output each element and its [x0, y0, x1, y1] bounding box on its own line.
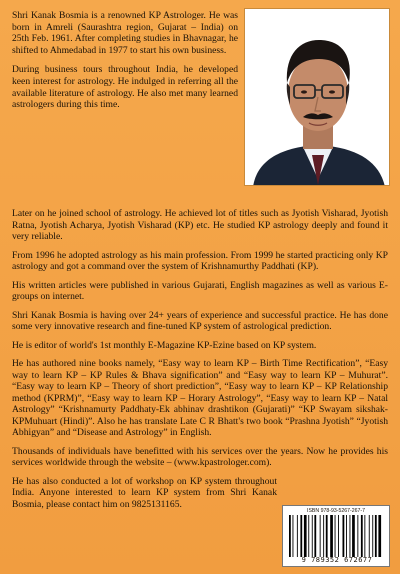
bio-paragraph-1: Later on he joined school of astrology. He achieved lot of titles such as Jyotish Visharad, Jyotish Ratna, Jyotish Acharya, Jyotish Visharad (KP) etc. He studied KP astrology deeply and found it very reliable.	[12, 208, 388, 242]
bio-paragraph-8: He has also conducted a lot of workshop on KP system throughout India. Anyone interested to learn KP system from Shri Kanak Bosmia, please contact him on 9825131165.	[12, 475, 277, 510]
bio-paragraph-4: Shri Kanak Bosmia is having over 24+ years of experience and successful practice. He has done some very innovative research and fine-tuned KP system of astrological prediction.	[12, 309, 388, 332]
bio-paragraph-7: Thousands of individuals have benefitted with his services over the years. Now he provides his services worldwide through the website – (www.kpastrologer.com).	[12, 445, 388, 468]
intro-paragraph-2: During business tours throughout India, he developed keen interest for astrology. He indulged in referring all the available literature of astrology. He also met many learned astrologers during this time.	[12, 64, 238, 111]
barcode-digits: 9 789352 672677	[301, 556, 373, 564]
isbn-barcode	[282, 505, 390, 567]
bio-paragraph-6: He has authored nine books namely, “Easy way to learn KP – Birth Time Rectification”, “Easy way to learn KP – KP Rules & Bhava signification” and “Easy way to learn KP – Muhurat”. “Easy way to learn KP – Theory of short prediction”, “Easy way to learn KP – KP Relationship method (KPRM)”, “Easy way to learn KP – Horary Astrology”, “Easy way to learn KP – Natal Astrology” “Krishnamurty Paddhaty-Ek abhinav drashtikon (Gujarati)” “KP Swayam sikshak-KPMuhuart (Hindi)”. Also he has translate Late C R Bhatt's two book “Prashna Jyotish” “Jyotish Abhigyan” and “Disease and Astrology” in English.	[12, 358, 388, 438]
isbn-label: ISBN 978-93-5267-267-7	[307, 508, 365, 514]
author-biography	[12, 208, 388, 517]
bio-paragraph-2: From 1996 he adopted astrology as his main profession. From 1999 he started practicing only KP astrology and got a command over the system of Krishnamurthy Paddhati (KP).	[12, 249, 388, 272]
bio-paragraph-3: His written articles were published in various Gujarati, English magazines as well as various E-groups on internet.	[12, 279, 388, 302]
author-photo	[244, 8, 390, 186]
bio-paragraph-5: He is editor of world's 1st monthly E-Magazine KP-Ezine based on KP system.	[12, 339, 317, 351]
barcode-bars	[287, 515, 387, 557]
author-intro	[12, 10, 238, 119]
intro-paragraph-1: Shri Kanak Bosmia is a renowned KP Astrologer. He was born in Amreli (Saurashtra region, Gujarat – India) on 25th Feb. 1961. After completing studies in Bhavnagar, he shifted to Ahmedabad in 1977 to start his own business.	[12, 10, 238, 56]
